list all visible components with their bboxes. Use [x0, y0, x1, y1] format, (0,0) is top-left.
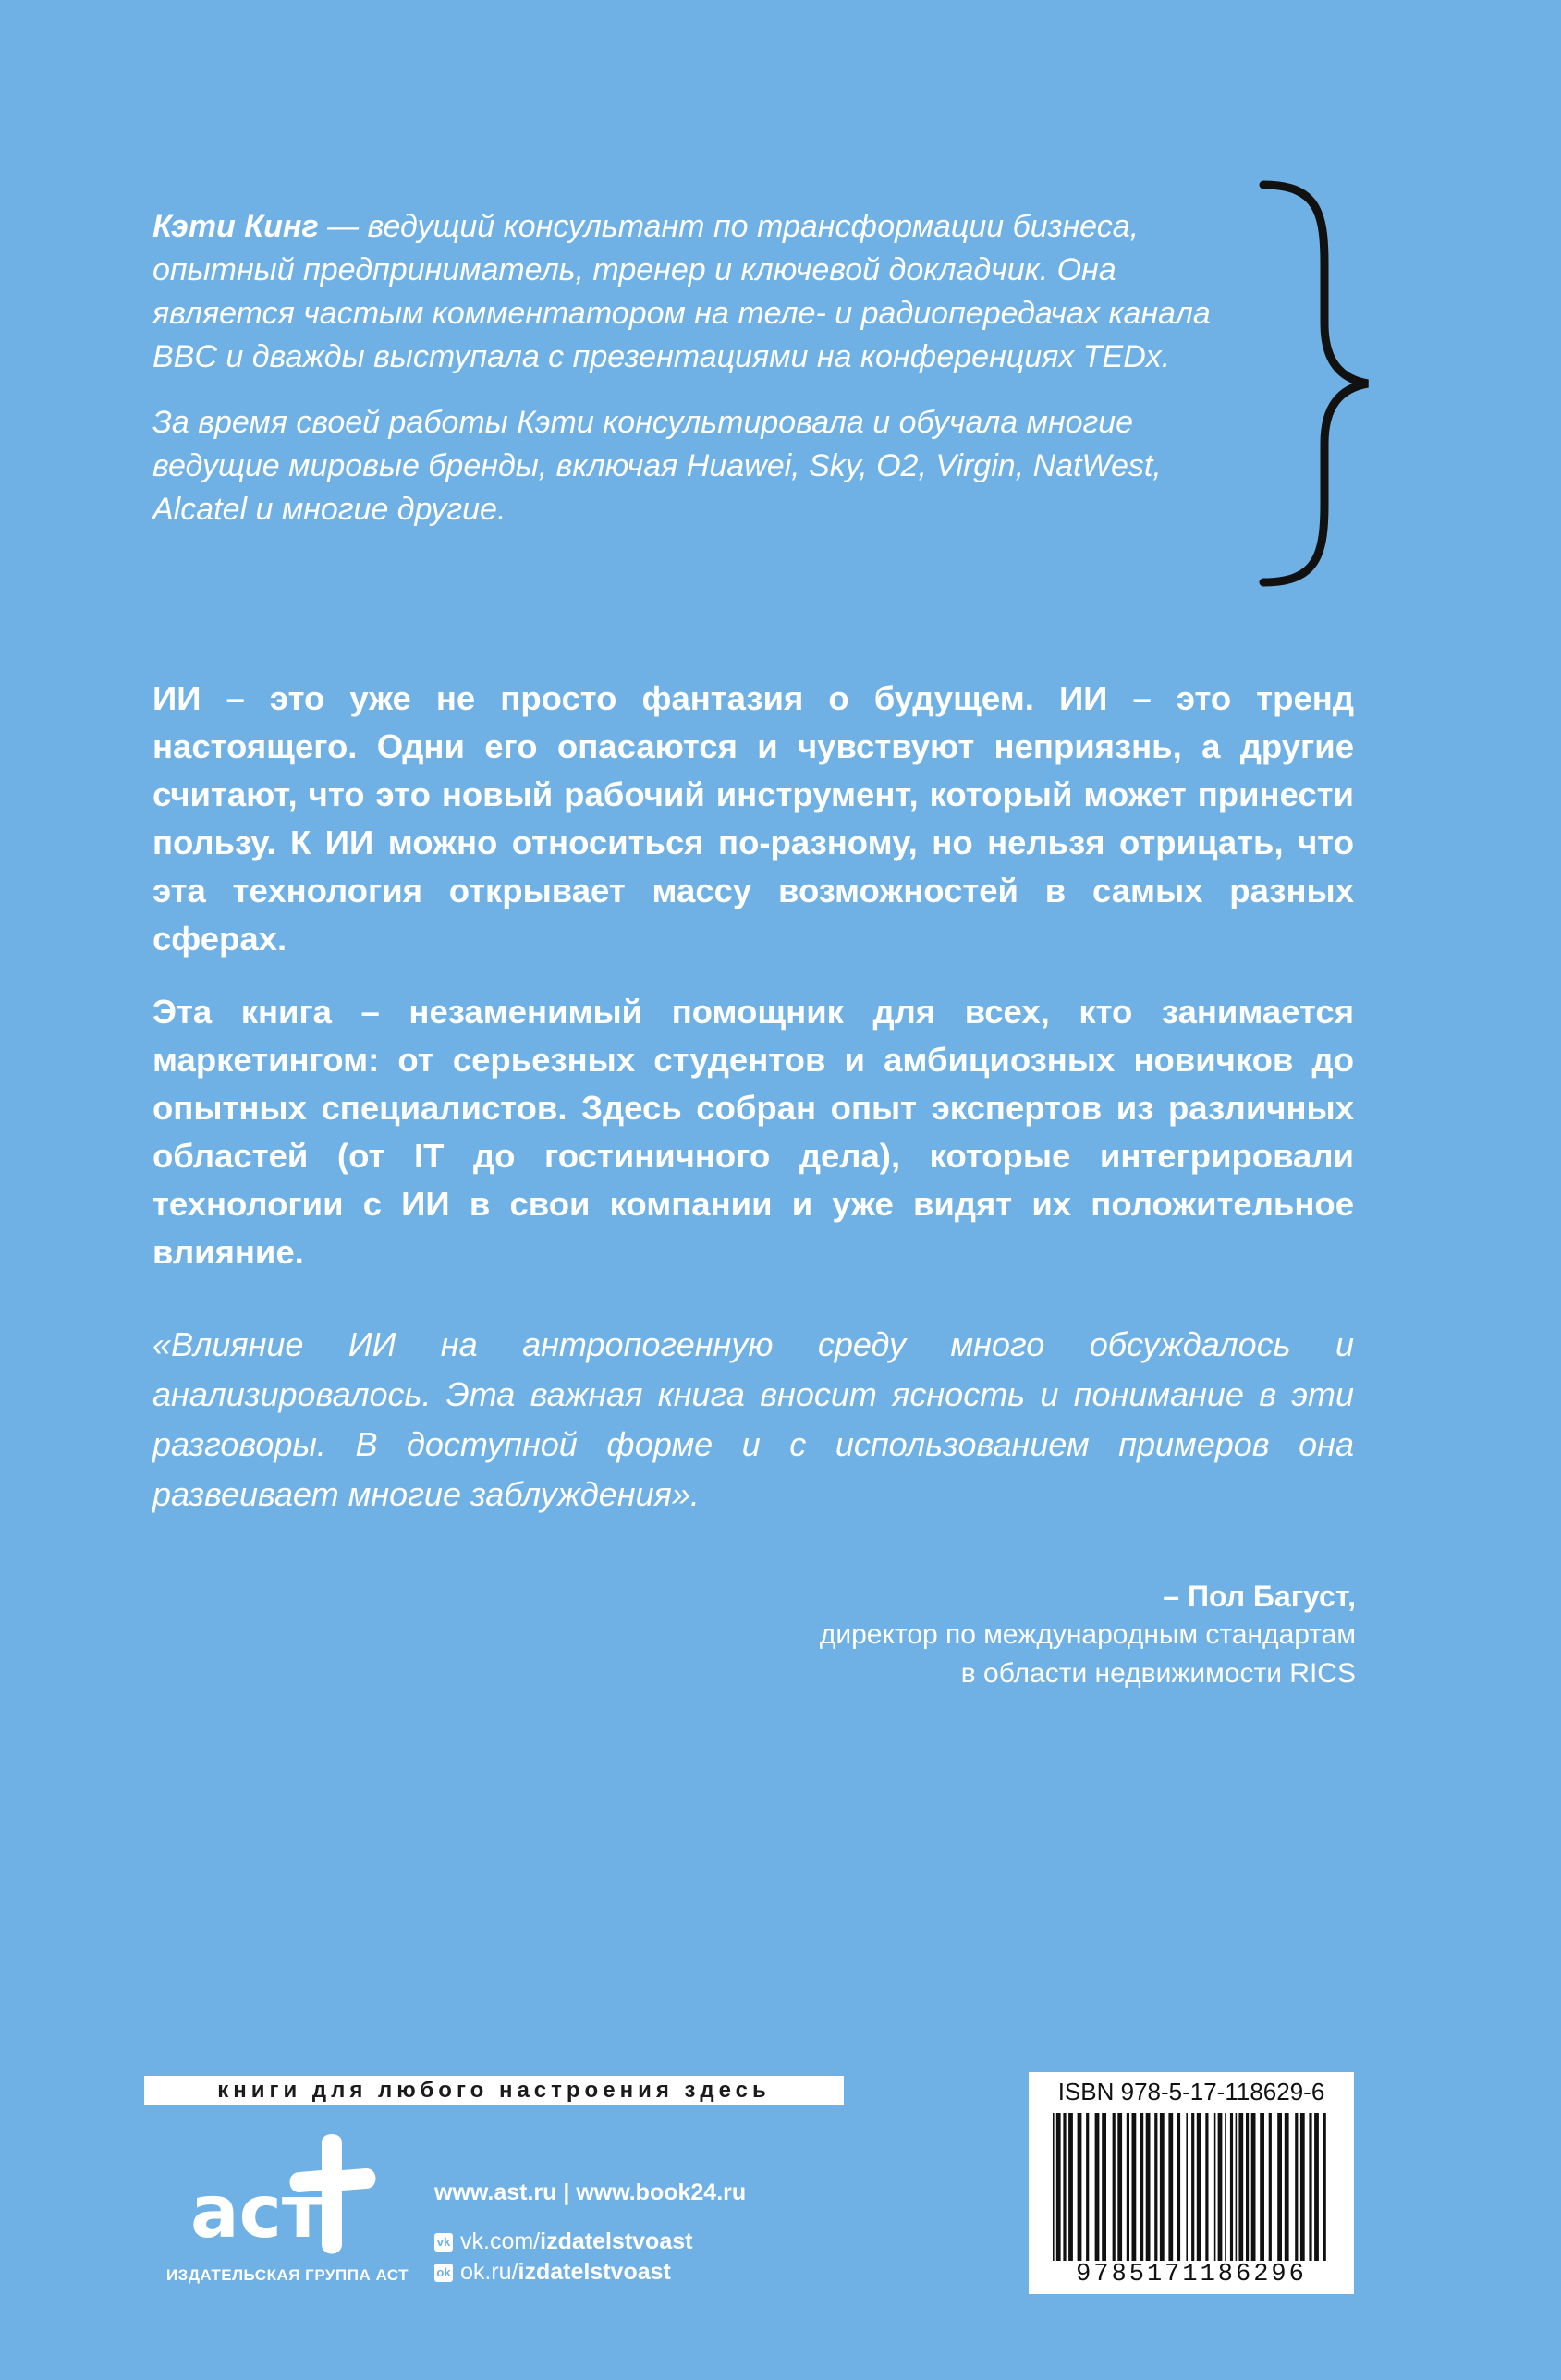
barcode-bar	[1117, 2113, 1122, 2261]
quote-attribution	[820, 1577, 1356, 1693]
decorative-brace-icon	[1252, 176, 1372, 592]
publisher-name: ИЗДАТЕЛЬСКАЯ ГРУППА АСТ	[165, 2266, 409, 2284]
barcode-bar	[1285, 2113, 1289, 2261]
barcode-bar	[1154, 2113, 1157, 2261]
barcode-bar	[1251, 2113, 1256, 2261]
barcode-bar	[1300, 2113, 1305, 2261]
barcode-bar	[1140, 2113, 1143, 2261]
website-links[interactable]: www.ast.ru | www.book24.ru	[434, 2179, 747, 2205]
barcode-bar	[1086, 2113, 1089, 2261]
barcode-bar	[1127, 2113, 1129, 2261]
barcode-bar	[1177, 2113, 1180, 2261]
barcode-bar	[1102, 2113, 1106, 2261]
barcode-bar	[1063, 2113, 1066, 2261]
barcode-bar	[1053, 2113, 1055, 2261]
vk-link[interactable]	[434, 2227, 746, 2257]
barcode-bar	[1225, 2113, 1226, 2261]
barcode-bar	[1323, 2113, 1326, 2261]
barcode-bar	[1295, 2113, 1298, 2261]
barcode-bar	[1269, 2113, 1272, 2261]
ok-link[interactable]	[434, 2257, 746, 2288]
logo-text: аст	[190, 2171, 324, 2254]
barcode-bar	[1056, 2113, 1061, 2261]
barcode-bar	[1314, 2113, 1319, 2261]
barcode-bar	[1191, 2113, 1194, 2261]
publisher-logo	[183, 2126, 396, 2264]
barcode-bar	[1113, 2113, 1116, 2261]
barcode-bar	[1214, 2113, 1216, 2261]
barcode-graphic	[1049, 2113, 1334, 2261]
barcode-bar	[1197, 2113, 1201, 2261]
isbn-number: ISBN 978-5-17-118629-6	[1057, 2078, 1325, 2105]
barcode-bar	[1230, 2113, 1233, 2261]
barcode-bar	[1277, 2113, 1282, 2261]
isbn-barcode-box	[1029, 2072, 1354, 2294]
barcode-bar	[1068, 2113, 1073, 2261]
bio-text: — ведущий консультант по трансформации бизнеса, опытный предприниматель, тренер и ключевой докладчик. Она является частым комментатором на теле- и радиопередачах канала BBC и дважды выступала с презентациями на конференциях TEDx.	[152, 209, 1211, 374]
bio-paragraph-2: За время своей работы Кэти консультировала и обучала многие ведущие мировые бренды, включая Huawei, Sky, O2, Virgin, NatWest, Alcatel и многие другие.	[152, 405, 1162, 527]
vk-icon: vk	[434, 2233, 453, 2252]
bio-paragraph-1	[152, 205, 1252, 379]
barcode-bar	[1218, 2113, 1223, 2261]
description-paragraph-2: Эта книга – незаменимый помощник для всех, кто занимается маркетингом: от серьезных студентов и амбициозных новичков до опытных специалистов. Здесь собран опыт экспертов из различных областей (от IT до гостиничного дела), которые интегрировали технологии с ИИ в свои компании и уже видят их положительное влияние.	[152, 993, 1354, 1271]
review-quote: «Влияние ИИ на антропогенную среду много обсуждалось и анализировалось. Эта важная книга вносит ясность и понимание в эти разговоры. В доступной форме и с использованием примеров она развеивает многие заблуждения».	[152, 1325, 1354, 1513]
barcode-bar	[1095, 2113, 1100, 2261]
book-description	[152, 675, 1354, 1301]
barcode-bar	[1132, 2113, 1137, 2261]
publisher-links	[434, 2179, 746, 2288]
quote-author-role-1: директор по международным стандартам	[819, 1619, 1356, 1650]
barcode-bar	[1186, 2113, 1188, 2261]
barcode-bar	[1078, 2113, 1082, 2261]
barcode-bar	[1168, 2113, 1173, 2261]
barcode-bar	[1309, 2113, 1311, 2261]
ok-icon: ok	[434, 2264, 453, 2282]
barcode-bar	[1146, 2113, 1151, 2261]
vk-handle: izdatelstvoast	[540, 2228, 693, 2254]
quote-author-role-2: в области недвижимости RICS	[960, 1658, 1356, 1689]
barcode-bar	[1238, 2113, 1243, 2261]
barcode-bar	[1236, 2113, 1238, 2261]
vk-prefix: vk.com/	[460, 2228, 541, 2254]
author-name: Кэти Кинг	[152, 209, 319, 244]
quote-author: – Пол Багуст,	[1163, 1580, 1356, 1613]
barcode-bar	[1160, 2113, 1165, 2261]
ok-handle: izdatelstvoast	[518, 2259, 671, 2285]
barcode-bar	[1246, 2113, 1249, 2261]
ok-prefix: ok.ru/	[460, 2259, 518, 2285]
barcode-bar	[1205, 2113, 1208, 2261]
barcode-bar	[1260, 2113, 1264, 2261]
description-paragraph-1: ИИ – это уже не просто фантазия о будущем. ИИ – это тренд настоящего. Одни его опасаются и чувствуют неприязнь, а другие считают, что это новый рабочий инструмент, который может принести пользу. К ИИ можно относиться по-разному, но нельзя отрицать, что эта технология открывает массу возможностей в самых разных сферах.	[152, 679, 1354, 958]
slogan-banner: книги для любого настроения здесь	[144, 2076, 844, 2105]
author-bio	[152, 205, 1252, 554]
barcode-digits: 9785171186296	[1076, 2261, 1307, 2288]
